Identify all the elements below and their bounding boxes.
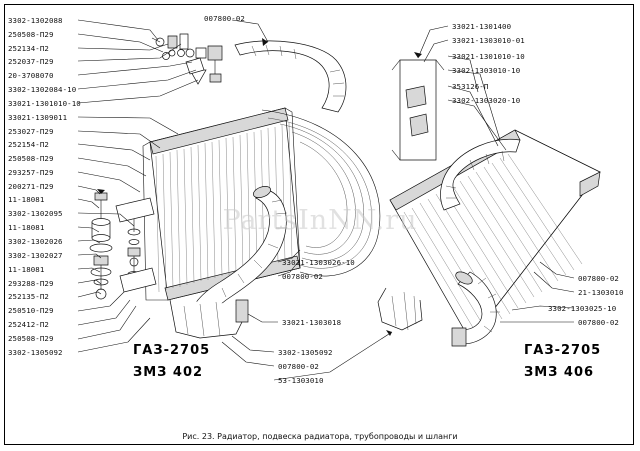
part-label-20-3708070: 20-3708070 [8,71,54,80]
part-label-252134-p2: 252134-П2 [8,44,49,53]
center-bracket-plate [392,60,444,160]
part-label-293288-p29: 293288-П29 [8,279,54,288]
part-label-3302-1303010-10: 3302-1303010-10 [452,66,521,75]
part-label-3302-1302088: 3302-1302088 [8,16,63,25]
part-label-33021-1301010-10: 33021-1301010-10 [8,99,81,108]
part-label-007800-02-r1: 007800-02 [578,274,619,283]
part-label-33021-1303010-01: 33021-1303010-01 [452,36,525,45]
part-label-3302-1302084-10: 3302-1302084-10 [8,85,77,94]
part-label-3302-1303020-10: 3302-1303020-10 [452,96,521,105]
part-label-33021-1303018: 33021-1303018 [282,318,342,327]
part-label-3302-1303025-10: 3302-1303025-10 [548,304,617,313]
part-label-007800-02-mid: 007800-02 [282,272,323,281]
part-label-33021-1303026-10: 33021-1303026-10 [282,258,355,267]
part-label-3302-1302027: 3302-1302027 [8,251,63,260]
part-label-3302-1305092-b: 3302-1305092 [278,348,333,357]
part-label-252037-p29: 252037-П29 [8,57,54,66]
part-label-250508-p29-b: 250508-П29 [8,154,54,163]
part-label-200271-p29: 200271-П29 [8,182,54,191]
part-label-353126-p: 353126-П [452,82,489,91]
part-label-21-1303010: 21-1303010 [578,288,624,297]
left-engine-title: ЗМЗ 402 [133,365,204,380]
part-label-293257-p29: 293257-П29 [8,168,54,177]
part-label-3302-1302095: 3302-1302095 [8,209,63,218]
part-label-33021-1301010-10: 33021-1301010-10 [452,52,525,61]
left-model-title: ГАЗ-2705 [133,343,211,358]
part-label-33021-1301400: 33021-1301400 [452,22,512,31]
figure-caption: Рис. 23. Радиатор, подвеска радиатора, трубопроводы и шланги [182,432,458,441]
watermark: PartsInNN.ru [222,205,418,236]
left-lower-pipe [170,300,248,338]
right-engine-title: ЗМЗ 406 [524,365,595,380]
part-label-250508-p29-a: 250508-П29 [8,30,54,39]
part-label-11-18081-b: 11-18081 [8,223,45,232]
part-label-11-18081-c: 11-18081 [8,265,45,274]
part-label-53-1303010: 53-1303010 [278,376,324,385]
part-label-11-18081-a: 11-18081 [8,195,45,204]
part-label-3302-1305092-a: 3302-1305092 [8,348,63,357]
part-label-007800-02-low: 007800-02 [278,362,319,371]
part-label-007800-02-top: 007800-02 [204,14,245,23]
part-label-33021-1309011: 33021-1309011 [8,113,68,122]
right-lower-tank [378,288,422,330]
part-label-253027-p29: 253027-П29 [8,127,54,136]
part-label-250510-p29: 250510-П29 [8,306,54,315]
upper-hose [235,41,346,112]
right-model-title: ГАЗ-2705 [524,343,602,358]
part-label-007800-02-r2: 007800-02 [578,318,619,327]
part-label-252412-p2: 252412-П2 [8,320,49,329]
part-label-252135-p2: 252135-П2 [8,292,49,301]
part-label-250508-p29-c: 250508-П29 [8,334,54,343]
part-label-3302-1302026: 3302-1302026 [8,237,63,246]
part-label-252154-p2: 252154-П2 [8,140,49,149]
